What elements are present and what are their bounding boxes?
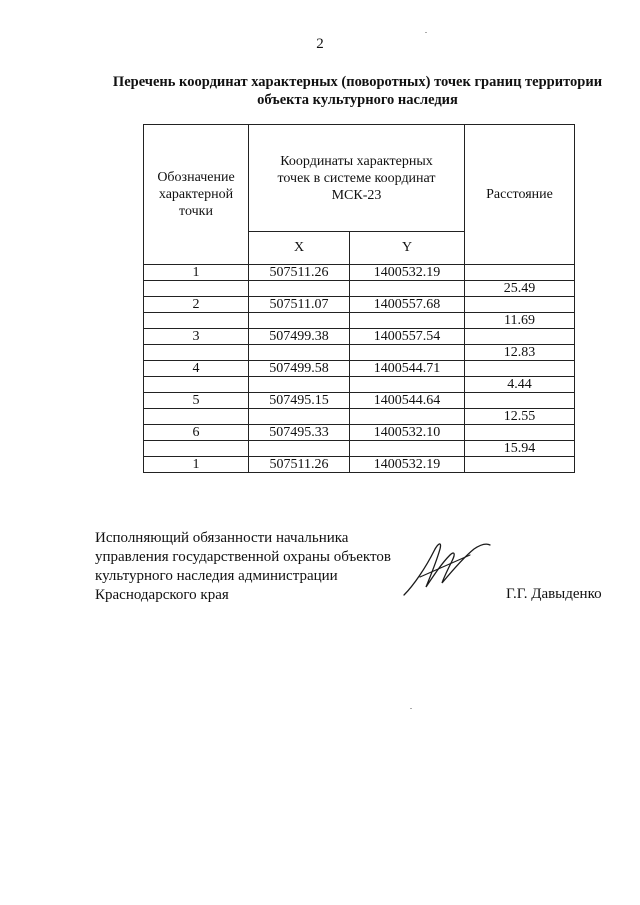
point-y: 1400544.64 bbox=[350, 393, 465, 409]
distance-row bbox=[144, 313, 575, 329]
point-x: 507499.38 bbox=[249, 329, 350, 345]
point-x: 507499.58 bbox=[249, 361, 350, 377]
point-number: 4 bbox=[144, 361, 249, 377]
distance-row bbox=[144, 377, 575, 393]
title-line-2: объекта культурного наследия bbox=[257, 92, 458, 108]
handwritten-signature bbox=[400, 537, 496, 601]
table-row bbox=[144, 425, 575, 441]
table-row bbox=[144, 329, 575, 345]
point-y: 1400532.10 bbox=[350, 425, 465, 441]
point-y: 1400557.68 bbox=[350, 297, 465, 313]
coordinates-table bbox=[143, 124, 575, 473]
point-y: 1400532.19 bbox=[350, 265, 465, 281]
table-row bbox=[144, 265, 575, 281]
point-number: 5 bbox=[144, 393, 249, 409]
table-row bbox=[144, 297, 575, 313]
point-x: 507495.15 bbox=[249, 393, 350, 409]
table-row bbox=[144, 457, 575, 473]
point-number: 1 bbox=[144, 457, 249, 473]
point-y: 1400532.19 bbox=[350, 457, 465, 473]
page-number: 2 bbox=[316, 36, 324, 52]
header-coordinates: Координаты характерных точек в системе координат МСК-23 bbox=[249, 125, 465, 232]
segment-distance: 12.55 bbox=[465, 409, 575, 425]
title-line-1: Перечень координат характерных (поворотных) точек границ территории bbox=[112, 74, 603, 90]
segment-distance: 15.94 bbox=[465, 441, 575, 457]
header-distance: Расстояние bbox=[465, 125, 575, 265]
point-x: 507495.33 bbox=[249, 425, 350, 441]
point-x: 507511.07 bbox=[249, 297, 350, 313]
point-number: 2 bbox=[144, 297, 249, 313]
scan-speck bbox=[425, 32, 427, 33]
header-designation: Обозначение характерной точки bbox=[144, 125, 249, 265]
header-x: X bbox=[249, 232, 350, 265]
segment-distance: 12.83 bbox=[465, 345, 575, 361]
point-x: 507511.26 bbox=[249, 457, 350, 473]
distance-row bbox=[144, 409, 575, 425]
segment-distance: 4.44 bbox=[465, 377, 575, 393]
signatory-position: Исполняющий обязанности начальника управления государственной охраны объектов культурного наследия администрации Краснодарского края bbox=[95, 530, 391, 603]
point-y: 1400557.54 bbox=[350, 329, 465, 345]
signatory-name: Г.Г. Давыденко bbox=[506, 586, 602, 602]
distance-row bbox=[144, 441, 575, 457]
point-number: 6 bbox=[144, 425, 249, 441]
scan-speck bbox=[410, 708, 412, 709]
point-x: 507511.26 bbox=[249, 265, 350, 281]
segment-distance: 11.69 bbox=[465, 313, 575, 329]
segment-distance: 25.49 bbox=[465, 281, 575, 297]
header-y: Y bbox=[350, 232, 465, 265]
point-y: 1400544.71 bbox=[350, 361, 465, 377]
point-number: 1 bbox=[144, 265, 249, 281]
distance-row bbox=[144, 281, 575, 297]
distance-row bbox=[144, 345, 575, 361]
table-row bbox=[144, 393, 575, 409]
point-number: 3 bbox=[144, 329, 249, 345]
document-title bbox=[95, 73, 620, 109]
table-row bbox=[144, 361, 575, 377]
